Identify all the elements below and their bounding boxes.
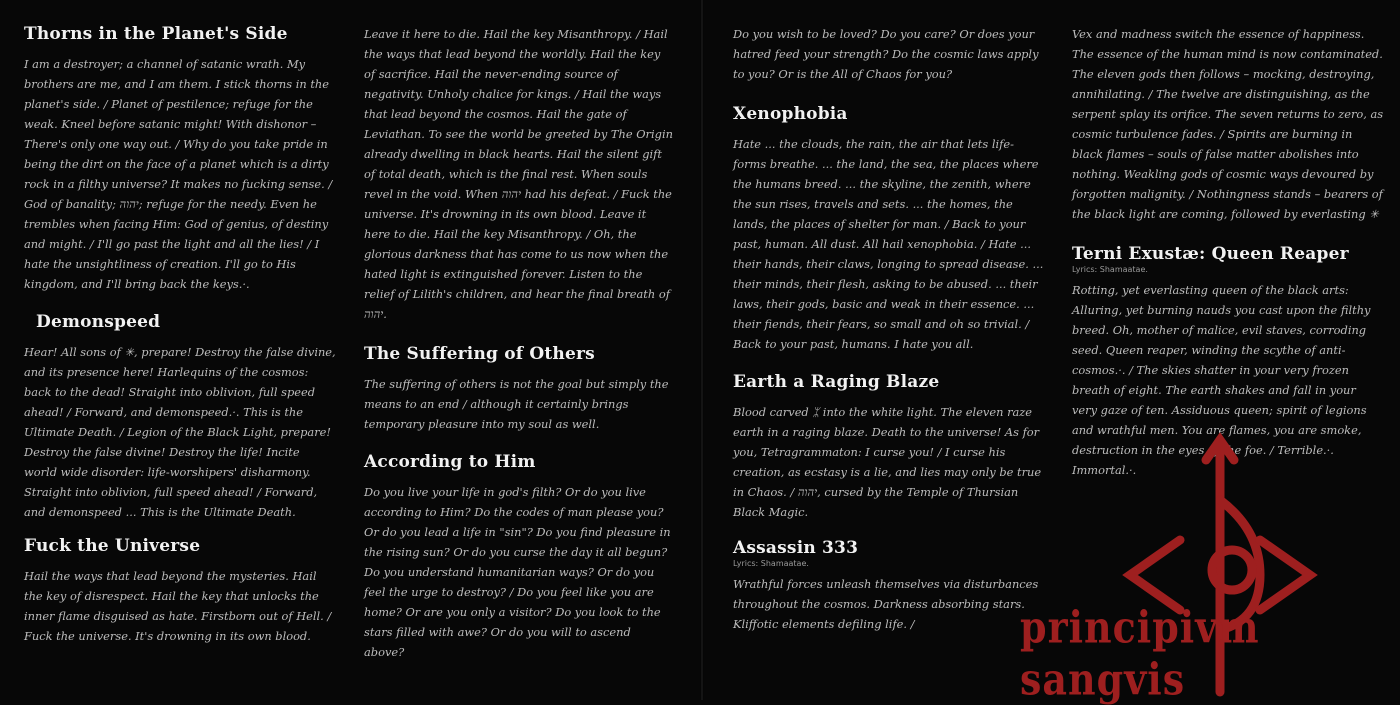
song-lyrics: Do you wish to be loved? Do you care? Or does your hatred feed your strength? Do the cosmic laws apply to you? Or is the All of Chaos for you? bbox=[733, 27, 1039, 81]
song-thorns bbox=[24, 24, 336, 294]
song-lyrics: Hear! All sons of ✳, prepare! Destroy the false divine, and its presence here! Harlequins of the cosmos: back to the dead! Straight into oblivion, full speed ahead! / Forward, and demonspeed.·. This is the Ultimate Death. / Legion of the Black Light, prepare! Destroy the false divine! Destroy the life! Incite world wide disorder: life-worshipers' disharmony. Straight into oblivion, full speed ahead! / Forward, and demonspeed ... This is the Ultimate Death. bbox=[24, 345, 336, 519]
song-assassin-333 bbox=[733, 538, 1045, 634]
song-according-to-him bbox=[364, 452, 674, 662]
lyrics-column-3 bbox=[733, 24, 1045, 634]
song-lyrics: Vex and madness switch the essence of happiness. The essence of the human mind is now contaminated. The eleven gods then follows – mocking, destroying, annihilating. / The twelve are distinguishing, as the serpent splay its orifice. The seven returns to zero, as cosmic turbulence fades. / Spirits are burning in black flames – souls of false matter abolishes into nothing. Weakling gods of cosmic ways devoured by forgotten malignity. / Nothingness stands – bearers of the black light are coming, followed by everlasting ✳ bbox=[1072, 27, 1384, 221]
song-earth-a-raging-blaze bbox=[733, 372, 1045, 522]
song-title: The Suffering of Others bbox=[364, 344, 595, 364]
lyrics-column-1 bbox=[24, 24, 336, 646]
song-demonspeed bbox=[24, 312, 336, 522]
song-title: Assassin 333 bbox=[733, 538, 859, 558]
song-title: Xenophobia bbox=[733, 104, 848, 124]
lyrics-column-2 bbox=[364, 24, 674, 662]
song-title: Thorns in the Planet's Side bbox=[24, 24, 288, 44]
song-according-to-him-cont bbox=[733, 24, 1045, 84]
song-title: Demonspeed bbox=[36, 312, 161, 332]
song-credit: Lyrics: Shamaatae. bbox=[733, 559, 809, 568]
song-title: Earth a Raging Blaze bbox=[733, 372, 940, 392]
song-title: According to Him bbox=[364, 452, 536, 472]
song-lyrics: The suffering of others is not the goal but simply the means to an end / although it certainly brings temporary pleasure into my soul as well. bbox=[364, 377, 669, 431]
song-xenophobia bbox=[733, 104, 1045, 354]
lyrics-column-4 bbox=[1072, 24, 1384, 480]
song-lyrics: Wrathful forces unleash themselves via disturbances throughout the cosmos. Darkness absorbing stars. Kliffotic elements defiling life. / bbox=[733, 577, 1039, 631]
song-lyrics: I am a destroyer; a channel of satanic wrath. My brothers are me, and I am them. I stick thorns in the planet's side. / Planet of pestilence; refuge for the weak. Kneel before satanic might! With dishonor – There's only one way out. / Why do you take pride in being the dirt on the face of a planet which is a dirty rock in a filthy universe? It makes no fucking sense. / God of banality; יהוה; refuge for the needy. Even he trembles when facing Him: God of genius, of destiny and might. / I'll go past the light and all the lies! / I hate the unsightliness of creation. I'll go to His kingdom, and I'll bring back the keys.·. bbox=[24, 57, 333, 291]
song-lyrics: Blood carved ᛯ into the white light. The eleven raze earth in a raging blaze. Death to the universe! As for you, Tetragrammaton: I curse you! / I curse his creation, as ecstasy is a lie, and lies may only be true in Chaos. / יהוה, cursed by the Temple of Thursian Black Magic. bbox=[733, 405, 1042, 519]
song-lyrics: Rotting, yet everlasting queen of the black arts: Alluring, yet burning nauds you cast upon the filthy breed. Oh, mother of malice, evil staves, corroding seed. Queen reaper, winding the scythe of anti-cosmos.·. / The skies shatter in your very frozen breath of eight. The earth shakes and fall in your very gaze of ten. Assiduous queen; spirit of legions and wrathful men. You are flames, you are smoke, destruction in the eyes of the foe. / Terrible.·. Immortal.·. bbox=[1072, 283, 1371, 477]
song-credit: Lyrics: Shamaatae. bbox=[1072, 265, 1148, 274]
booklet-fold bbox=[700, 0, 704, 700]
song-title: Fuck the Universe bbox=[24, 536, 201, 556]
song-fuck-the-universe bbox=[24, 536, 336, 646]
song-lyrics: Do you live your life in god's filth? Or do you live according to Him? Do the codes of man please you? Or do you lead a life in "sin"? Do you find pleasure in the rising sun? Or do you curse the day it all begun? Do you understand humanitarian ways? Or do you feel the urge to destroy? / Do you feel like you are home? Or are you only a visitor? Do you look to the stars filled with awe? Or do you will to ascend above? bbox=[364, 485, 671, 659]
song-lyrics: Hail the ways that lead beyond the mysteries. Hail the key of disrespect. Hail the key that unlocks the inner flame disguised as hate. Firstborn out of Hell. / Fuck the universe. It's drowning in its own blood. bbox=[24, 569, 332, 643]
song-fuck-the-universe-cont bbox=[364, 24, 674, 324]
song-suffering-of-others bbox=[364, 344, 674, 434]
song-lyrics: Leave it here to die. Hail the key Misanthropy. / Hail the ways that lead beyond the worldly. Hail the key of sacrifice. Hail the never-ending source of negativity. Unholy chalice for kings. / Hail the ways that lead beyond the cosmos. Hail the gate of Leviathan. To see the world be greeted by The Origin already dwelling in black hearts. Hail the silent gift of total death, which is the final rest. When souls revel in the void. When יהוה had his defeat. / Fuck the universe. It's drowning in its own blood. Leave it here to die. Hail the key Misanthropy. / Oh, the glorious darkness that has come to us now when the hated light is extinguished forever. Listen to the relief of Lilith's children, and hear the final breath of יהוה. bbox=[364, 27, 673, 321]
band-logo: principivm sangvis bbox=[1020, 601, 1260, 705]
song-title: Terni Exustæ: Queen Reaper bbox=[1072, 244, 1349, 264]
song-lyrics: Hate ... the clouds, the rain, the air that lets life-forms breathe. ... the land, the sea, the places where the humans breed. ... the skyline, the zenith, where the sun rises, travels and sets. ... the homes, the lands, the places of shelter for man. / Back to your past, human. All dust. All hail xenophobia. / Hate ... their hands, their claws, longing to spread disease. ... their minds, their flesh, asking to be abused. ... their laws, their gods, basic and weak in their essence. ... their fiends, their fears, so small and oh so trivial. / Back to your past, humans. I hate you all. bbox=[733, 137, 1044, 351]
song-assassin-333-cont bbox=[1072, 24, 1384, 224]
